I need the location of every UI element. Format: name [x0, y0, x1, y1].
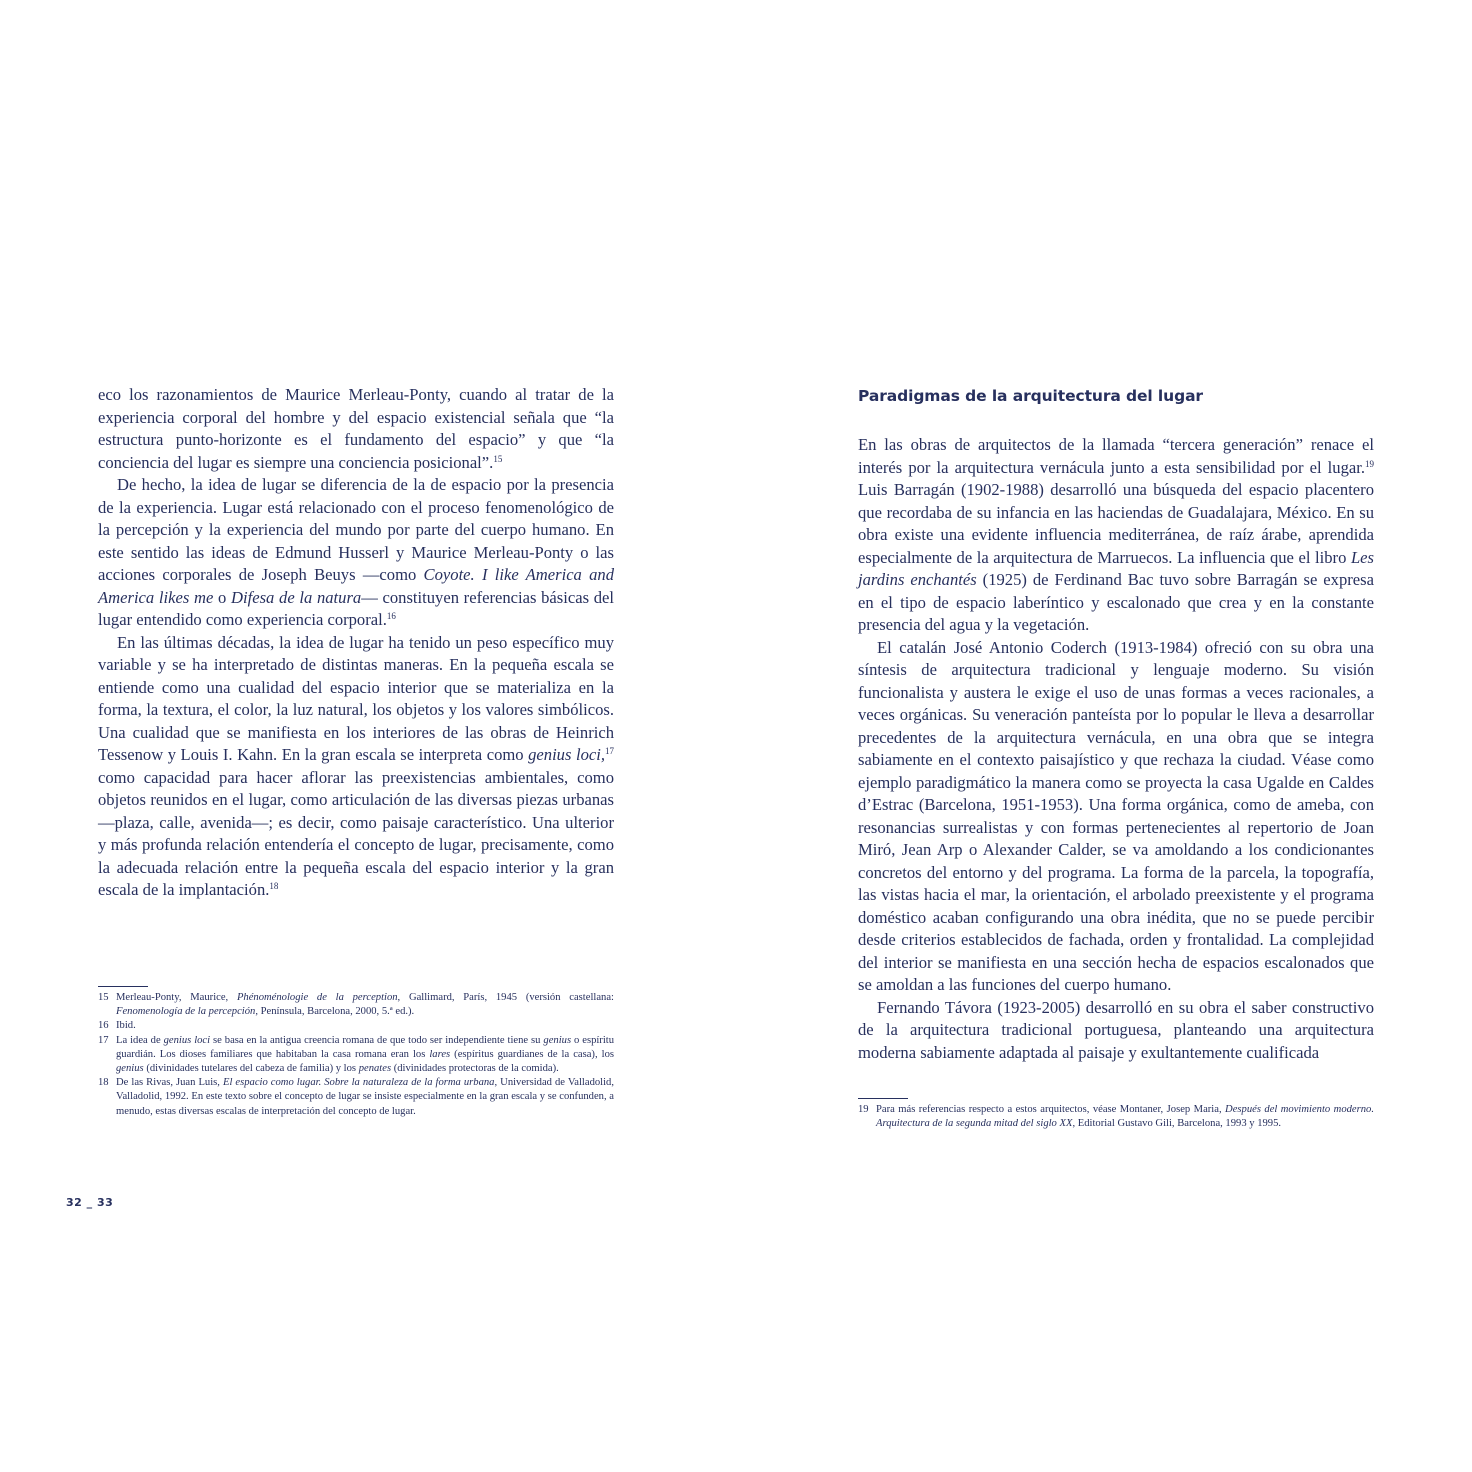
paragraph: El catalán José Antonio Coderch (1913-1984) ofreció con su obra una síntesis de arquitectura tradicional y lenguaje moderno. Su visión funcionalista y austera le exige el uso de unas formas a veces racionales, a veces orgánicas. Su veneración panteísta por lo popular le lleva a desarrollar precedentes de la arquitectura vernácula, en una obra que se integra sabiamente en el contexto paisajístico y que rechaza la ciudad. Véase como ejemplo paradigmático la manera como se proyecta la casa Ugalde en Caldes d’Estrac (Barcelona, 1951-1953). Una forma orgánica, como de ameba, con resonancias surrealistas y con formas pertenecientes al repertorio de Joan Miró, Jean Arp o Alexander Calder, se va amoldando a los condicionantes concretos del entorno y del programa. La forma de la parcela, la topografía, las vistas hacia el mar, la orientación, el arbolado preexistente y el programa doméstico acaban configurando una obra inédita, que no se puede percibir desde criterios establecidos de fachada, orden y frontalidad. La complejidad del interior se manifiesta en una sección hecha de espacios escalonados que se amoldan a las funciones del cuerpo humano. [858, 637, 1374, 994]
section-heading: Paradigmas de la arquitectura del lugar [858, 387, 1203, 405]
paragraph: En las obras de arquitectos de la llamada “tercera generación” renace el interés por la arquitectura vernácula junto a esta sensibilidad por el lugar.$^{19}$ Luis Barragán (1902-1988) desarrolló una búsqueda del espacio placentero que recordaba de su infancia en las haciendas de Guadalajara, México. En su obra existe una evidente influencia mediterránea, de raíz árabe, aprendida especialmente de la arquitectura de Marruecos. La influencia que el libro Les jardins enchantés (1925) de Ferdinand Bac tuvo sobre Barragán se expresa en el tipo de espacio laberíntico y escalonado que crea y en la constante presencia del agua y la vegetación. [858, 435, 1374, 634]
left-page-body [98, 384, 614, 902]
right-page-body [858, 384, 1374, 1064]
footnote-ref[interactable]: 15 [493, 453, 503, 464]
footnote-ref[interactable]: 19 [1365, 458, 1374, 469]
footnote-rule [98, 986, 148, 987]
footnote-rule [858, 1098, 908, 1099]
footnote-ref[interactable]: 18 [269, 881, 279, 891]
footnotes-right [858, 1098, 1374, 1131]
footnote-ref[interactable]: 16 [386, 611, 396, 621]
footnote: 15 Merleau-Ponty, Maurice, Phénoménologie de la perception, Gallimard, París, 1945 (versión castellana: Fenomenología de la percepción, Península, Barcelona, 2000, 5.ª ed.). [98, 992, 614, 1018]
paragraph: De hecho, la idea de lugar se diferencia de la de espacio por la presencia de la experiencia. Lugar está relacionado con el proceso fenomenológico de la percepción y la experiencia del mundo por parte del cuerpo humano. En este sentido las ideas de Edmund Husserl y Maurice Merleau-Ponty o las acciones corporales de Joseph Beuys —como Coyote. I like America and America likes me o Difesa de la natura— constituyen referencias básicas del lugar entendido como experiencia corporal.$^{16}$ [98, 475, 615, 629]
footnote: 18 De las Rivas, Juan Luis, El espacio como lugar. Sobre la naturaleza de la forma urbana, Universidad de Valladolid, Valladolid, 1992. En este texto sobre el concepto de lugar se insiste especialmente en la gran escala y se confunden, a menudo, estas diversas escalas de interpretación del concepto de lugar. [98, 1077, 615, 1117]
page-numbers: 32 _ 33 [66, 1196, 114, 1209]
footnote: 19 Para más referencias respecto a estos arquitectos, véase Montaner, Josep Maria, Después del movimiento moderno. Arquitectura de la segunda mitad del siglo XX, Editorial Gustavo Gili, Barcelona, 1993 y 1995. [858, 1104, 1374, 1130]
paragraph: Fernando Távora (1923-2005) desarrolló en su obra el saber constructivo de la arquitectura tradicional portuguesa, planteando una arquitectura moderna sabiamente adaptada al paisaje y exultantemente cualificada [858, 997, 1374, 1062]
footnote-ref[interactable]: 17 [605, 746, 614, 756]
paragraph: eco los razonamientos de Maurice Merleau-Ponty, cuando al tratar de la experiencia corporal del hombre y del espacio existencial señala que “la estructura punto-horizonte es el fundamento del espacio” y que “la conciencia del lugar es siempre una conciencia posicional”.$^{15}$ [98, 385, 614, 472]
footnote: 16 Ibid. [98, 1020, 136, 1032]
footnotes-left [98, 986, 614, 1119]
paragraph: En las últimas décadas, la idea de lugar ha tenido un peso específico muy variable y se ha interpretado de distintas maneras. En la pequeña escala se entiende como una cualidad del espacio interior que se materializa en la forma, la textura, el color, la luz natural, los objetos y los valores simbólicos. Una cualidad que se manifiesta en los interiores de las obras de Heinrich Tessenow y Louis I. Kahn. En la gran escala se interpreta como genius loci,$^{17}$ como capacidad para hacer aflorar las preexistencias ambientales, como objetos reunidos en el lugar, como articulación de las diversas piezas urbanas —plaza, calle, avenida—; es decir, como paisaje característico. Una ulterior y más profunda relación entendería el concepto de lugar, precisamente, como la adecuada relación entre la pequeña escala del espacio interior y la gran escala de la implantación.$^{18}$ [98, 632, 614, 899]
footnote: 17 La idea de genius loci se basa en la antigua creencia romana de que todo ser independiente tiene su genius o espíritu guardián. Los dioses familiares que habitaban la casa romana eran los lares (espíritus guardianes de la casa), los genius (divinidades tutelares del cabeza de familia) y los penates (divinidades protectoras de la comida). [98, 1034, 615, 1075]
